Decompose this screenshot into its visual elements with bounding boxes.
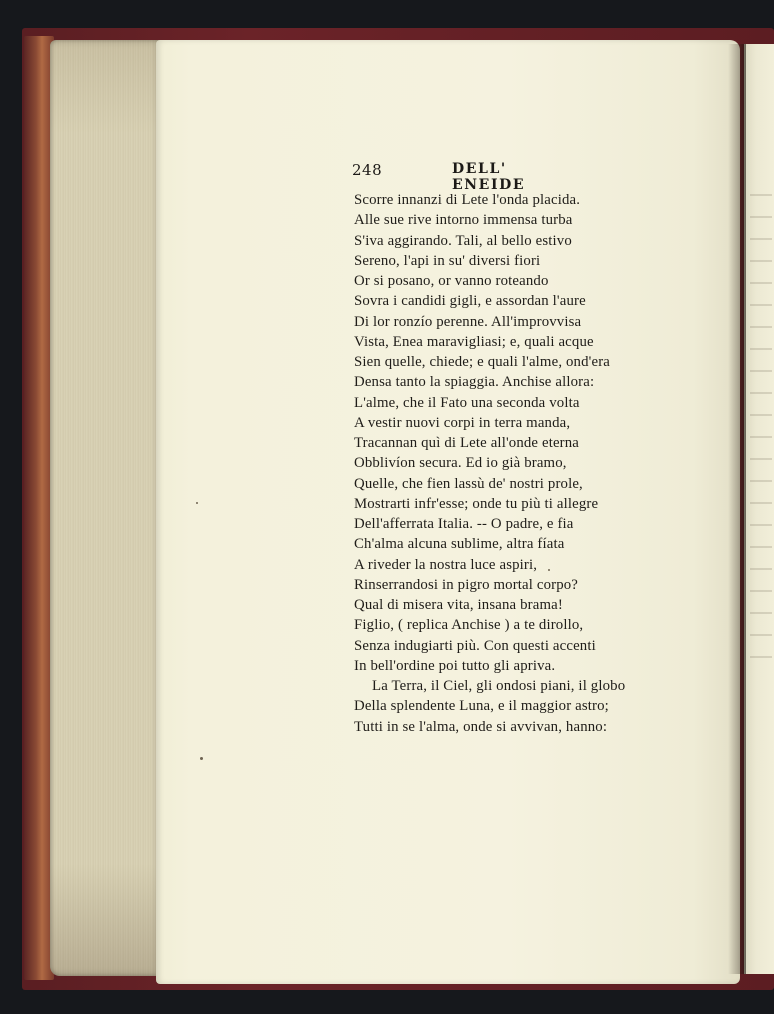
verse-line: Di lor ronzío perenne. All'improvvisa bbox=[354, 313, 582, 330]
verse-line: In bell'ordine poi tutto gli apriva. bbox=[354, 657, 556, 674]
verse-line: Della splendente Luna, e il maggior astro; bbox=[354, 698, 609, 715]
facing-page bbox=[744, 44, 774, 974]
verse-line: Tutti in se l'alma, onde si avvivan, hanno: bbox=[354, 718, 608, 735]
verse-line: Quelle, che fien lassù de' nostri prole, bbox=[354, 475, 583, 492]
page-stack-edges bbox=[50, 40, 162, 976]
verse-line: Mostrarti infr'esse; onde tu più ti allegre bbox=[354, 495, 599, 512]
verse-text-block bbox=[354, 190, 674, 737]
verse-line: Alle sue rive intorno immensa turba bbox=[354, 212, 573, 229]
verse-line: Sien quelle, chiede; e quali l'alme, ond'era bbox=[354, 354, 610, 370]
verse-line: Or si posano, or vanno roteando bbox=[354, 273, 549, 289]
verse-line: Sereno, l'api in su' diversi fiori bbox=[354, 252, 541, 269]
verse-line: Densa tanto la spiaggia. Anchise allora: bbox=[354, 374, 595, 391]
gutter-shadow bbox=[728, 44, 746, 974]
verse-line: La Terra, il Ciel, gli ondosi piani, il globo bbox=[372, 678, 626, 694]
paper-speck bbox=[200, 757, 203, 760]
verse-line: Dell'afferrata Italia. -- O padre, e fia bbox=[354, 516, 574, 532]
verse-line: Rinserrandosi in pigro mortal corpo? bbox=[354, 576, 579, 593]
verse-line: Scorre innanzi di Lete l'onda placida. bbox=[354, 192, 581, 208]
paper-speck bbox=[196, 502, 198, 504]
verse-line: Senza indugiarti più. Con questi accenti bbox=[354, 637, 596, 654]
verse-line: L'alme, che il Fato una seconda volta bbox=[354, 394, 580, 411]
verse-line: Qual di misera vita, insana brama! bbox=[354, 597, 563, 613]
verse-line: Obblivíon secura. Ed io già bramo, bbox=[354, 455, 567, 472]
paper-speck bbox=[548, 569, 550, 571]
running-head-title: DELL' ENEIDE bbox=[452, 161, 526, 193]
verse-line: Ch'alma alcuna sublime, altra fíata bbox=[354, 536, 565, 553]
verse-line: Vista, Enea maravigliasi; e, quali acque bbox=[354, 333, 594, 350]
verse-line: A riveder la nostra luce aspiri, bbox=[354, 556, 538, 573]
page-number: 248 bbox=[352, 161, 383, 179]
running-head bbox=[352, 161, 578, 193]
verse-line: Figlio, ( replica Anchise ) a te dirollo, bbox=[354, 617, 584, 634]
verse-line: S'iva aggirando. Tali, al bello estivo bbox=[354, 232, 572, 249]
verse-line: Sovra i candidi gigli, e assordan l'aure bbox=[354, 293, 586, 310]
verse-line: A vestir nuovi corpi in terra manda, bbox=[354, 414, 571, 431]
verse-line: Tracannan quì di Lete all'onde eterna bbox=[354, 435, 580, 451]
